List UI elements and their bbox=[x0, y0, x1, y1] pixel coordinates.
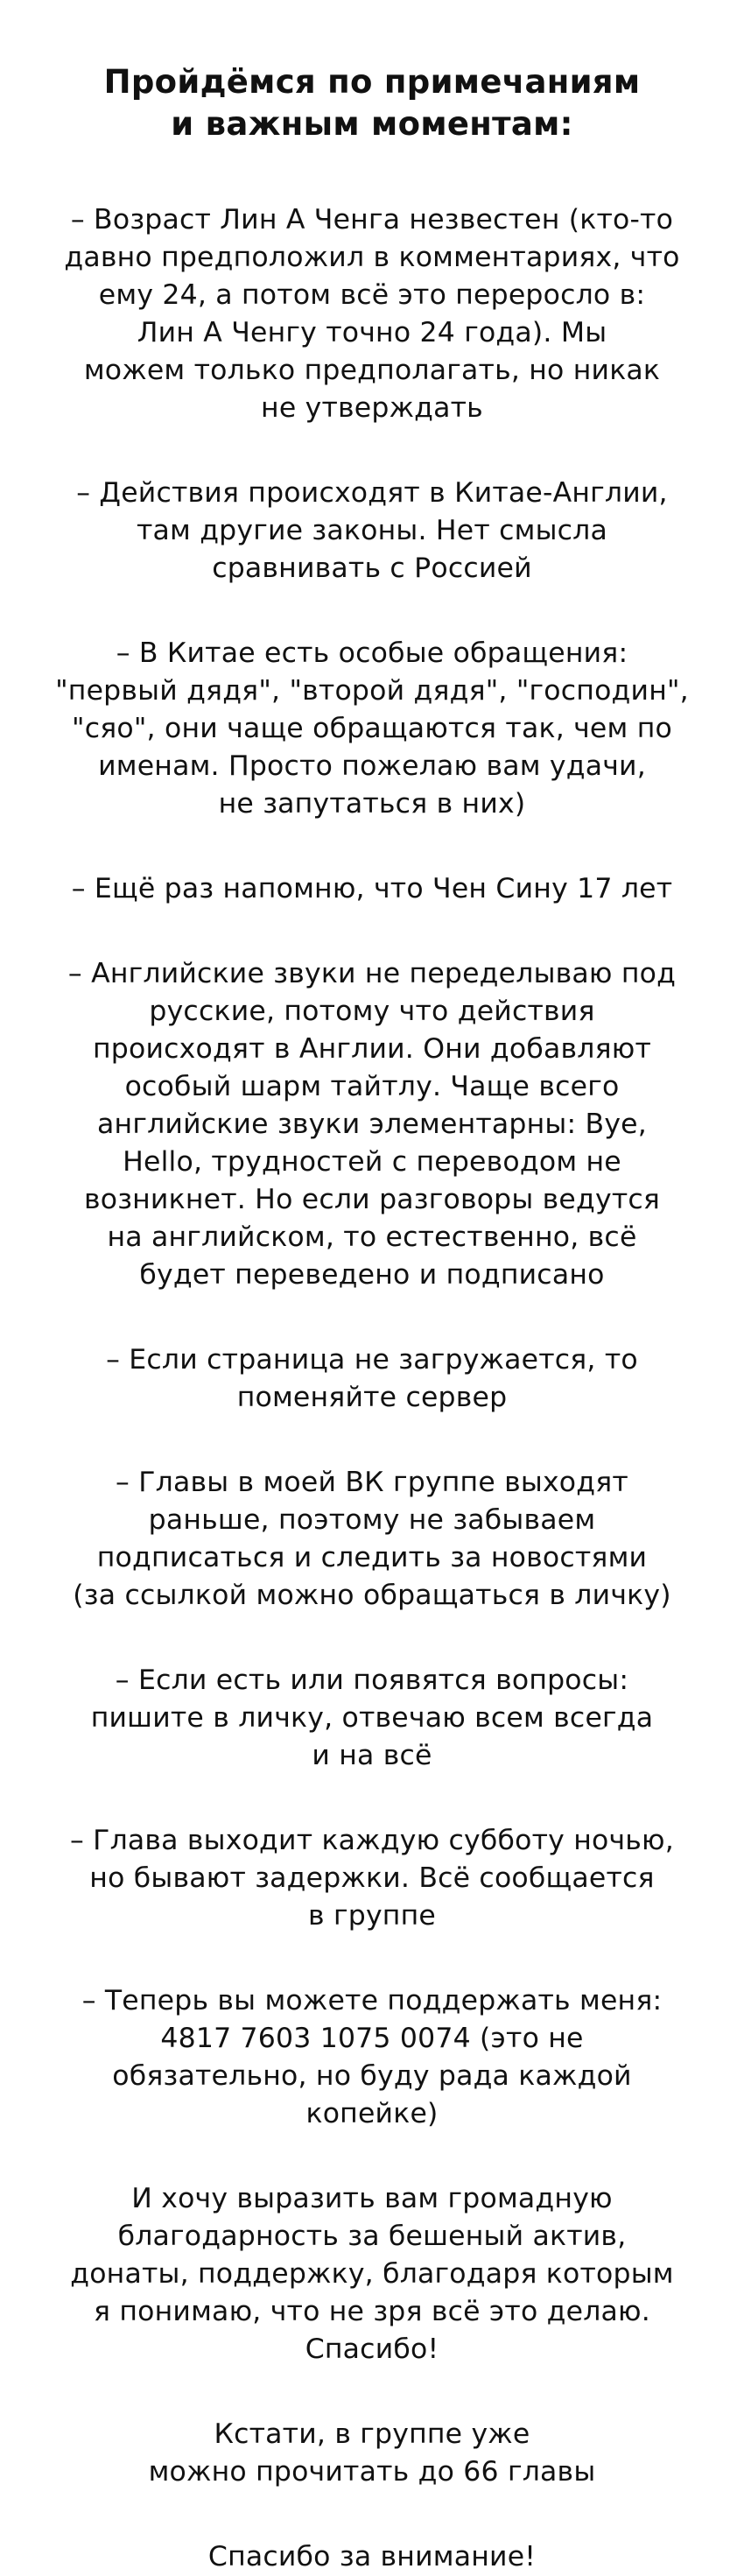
note-line: – Ещё раз напомню, что Чен Сину 17 лет bbox=[71, 873, 673, 904]
note-line: Кстати, в группе уже bbox=[214, 2418, 530, 2450]
note-line: давно предположил в комментариях, что bbox=[64, 242, 680, 273]
note-line: именам. Просто пожелаю вам удачи, bbox=[98, 750, 646, 782]
note-line: – Действия происходят в Китае-Англии, bbox=[76, 477, 668, 509]
note-line: можно прочитать до 66 главы bbox=[148, 2456, 596, 2488]
note-support bbox=[44, 1982, 700, 2133]
note-line: копейке) bbox=[305, 2098, 439, 2129]
note-line: – Английские звуки не переделываю под bbox=[67, 958, 677, 989]
note-age bbox=[44, 201, 700, 427]
note-line: но бывают задержки. Всё сообщается bbox=[89, 1862, 655, 1894]
note-line: можем только предполагать, но никак bbox=[83, 355, 661, 386]
note-line: на английском, то естественно, всё bbox=[107, 1221, 637, 1253]
note-line: английские звуки элементарны: Bye, bbox=[97, 1109, 647, 1140]
title-line: и важным моментам: bbox=[171, 105, 573, 143]
note-line: Спасибо! bbox=[305, 2333, 439, 2365]
note-character-age bbox=[44, 870, 700, 908]
note-line: там другие законы. Нет смысла bbox=[136, 515, 608, 546]
note-line: – В Китае есть особые обращения: bbox=[116, 637, 628, 669]
note-line: раньше, поэтому не забываем bbox=[148, 1504, 596, 1536]
note-line: Спасибо за внимание! bbox=[207, 2541, 537, 2572]
note-chapters-available bbox=[44, 2416, 700, 2491]
note-gratitude bbox=[44, 2180, 700, 2368]
note-line: я понимаю, что не зря всё это делаю. bbox=[94, 2296, 650, 2327]
note-line: – Теперь вы можете поддержать меня: bbox=[81, 1985, 663, 2016]
title-line: Пройдёмся по примечаниям bbox=[103, 63, 641, 101]
note-line: происходят в Англии. Они добавляют bbox=[93, 1033, 651, 1065]
note-line: И хочу выразить вам громадную bbox=[131, 2183, 613, 2214]
note-line: поменяйте сервер bbox=[236, 1382, 508, 1413]
note-english-sounds bbox=[44, 955, 700, 1294]
note-line: – Если есть или появятся вопросы: bbox=[115, 1665, 629, 1696]
page-title bbox=[44, 61, 700, 145]
note-line: Hello, трудностей с переводом не bbox=[123, 1146, 621, 1178]
note-line: обязательно, но буду рада каждой bbox=[112, 2060, 632, 2092]
note-server bbox=[44, 1341, 700, 1417]
note-line: (за ссылкой можно обращаться в личку) bbox=[73, 1580, 671, 1611]
note-line: "сяо", они чаще обращаются так, чем по bbox=[72, 713, 672, 744]
note-line: не запутаться в них) bbox=[218, 788, 526, 820]
note-line: в группе bbox=[308, 1900, 436, 1932]
note-line: особый шарм тайтлу. Чаще всего bbox=[124, 1071, 620, 1102]
note-questions bbox=[44, 1662, 700, 1775]
note-line: подписаться и следить за новостями bbox=[96, 1542, 648, 1573]
note-vk-group bbox=[44, 1464, 700, 1615]
note-thanks bbox=[44, 2538, 700, 2576]
note-line: будет переведено и подписано bbox=[139, 1259, 605, 1291]
note-line: возникнет. Но если разговоры ведутся bbox=[83, 1184, 661, 1215]
note-line: ему 24, а потом всё это переросло в: bbox=[98, 279, 646, 311]
note-line: 4817 7603 1075 0074 (это не bbox=[160, 2023, 584, 2054]
note-line: и на всё bbox=[312, 1740, 432, 1771]
note-line: – Глава выходит каждую субботу ночью, bbox=[70, 1825, 674, 1856]
note-line: – Главы в моей ВК группе выходят bbox=[116, 1467, 628, 1498]
note-honorifics bbox=[44, 635, 700, 823]
note-line: Лин А Ченгу точно 24 года). Мы bbox=[137, 317, 607, 348]
note-line: сравнивать с Россией bbox=[212, 553, 532, 584]
note-line: не утверждать bbox=[261, 392, 483, 424]
note-line: пишите в личку, отвечаю всем всегда bbox=[90, 1702, 654, 1734]
note-line: – Если страница не загружается, то bbox=[106, 1344, 638, 1376]
note-line: – Возраст Лин А Ченга незвестен (кто-то bbox=[70, 204, 674, 236]
note-line: донаты, поддержку, благодаря которым bbox=[70, 2258, 674, 2290]
note-line: благодарность за бешеный актив, bbox=[117, 2221, 627, 2252]
note-schedule bbox=[44, 1822, 700, 1935]
note-setting bbox=[44, 475, 700, 588]
note-line: "первый дядя", "второй дядя", "господин", bbox=[55, 675, 689, 707]
note-line: русские, потому что действия bbox=[149, 996, 595, 1027]
